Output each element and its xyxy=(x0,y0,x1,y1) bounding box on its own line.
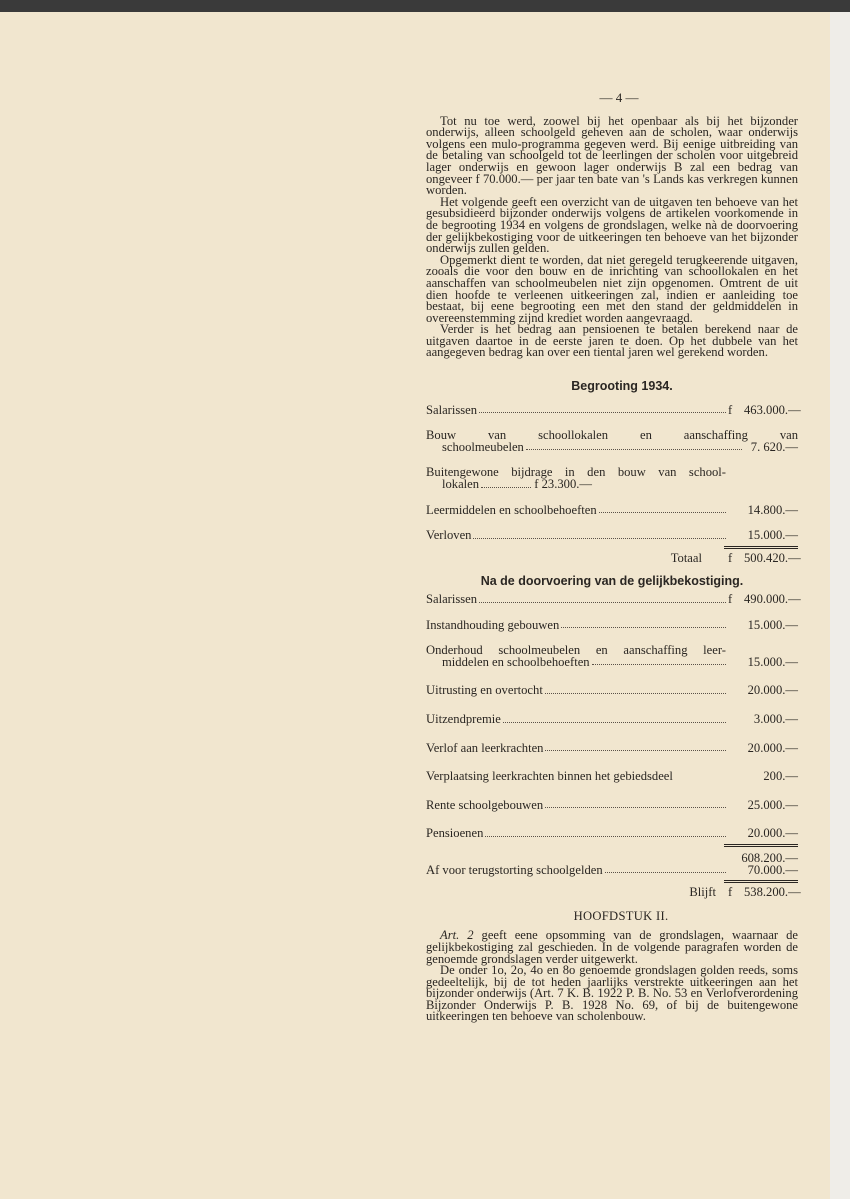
row-line2 xyxy=(426,654,798,669)
row-amount: 14.800.— xyxy=(747,502,798,517)
row-label: Instandhouding gebouwen xyxy=(426,617,560,632)
budget-row xyxy=(426,828,798,840)
budget-row-onderhoud xyxy=(426,645,798,668)
leader-dots xyxy=(545,807,726,808)
leader-dots xyxy=(599,512,726,513)
paragraph: De onder 1o, 2o, 4o en 8o genoemde grondslagen golden reeds, soms gedeeltelijk, bij de tot heden jaarlijks verstrekte uitkeeringen aan het bijzonder onderwijs (Art. 7 K. B. 1922 P. B. No. 53 en Verlofverordening Bijzonder Onderwijs P. B. 1928 No. 69, of bij de buitengewone uitkeeringen ten behoeve van scholenbouw. xyxy=(426,963,798,1024)
section-heading-begrooting: Begrooting 1934. xyxy=(571,379,673,394)
row-label: Leermiddelen en schoolbehoeften xyxy=(426,502,597,517)
budget-row xyxy=(426,685,798,697)
leader-dots xyxy=(473,538,726,539)
leader-dots xyxy=(503,722,726,723)
row-line2 xyxy=(426,479,592,491)
leader-dots xyxy=(526,449,742,450)
paragraph: Opgemerkt dient te worden, dat niet geregeld terugkeerende uitgaven, zooals die voor den bouw en de inrichting van schoollokalen en het aanschaffen van schoolmeubelen niet zijn opgenomen. Omtrent de uit dien hoofde te verleenen uitkeeringen zal, indien er aanleiding toe bestaat, bij eene begrooting een met den stand der geldmiddelen in overeenstemming zijnd krediet worden aangevraagd. xyxy=(426,252,798,325)
row-label-line1: Buitengewone bijdrage in den bouw van school- xyxy=(426,465,726,480)
chapter-heading: HOOFDSTUK II. xyxy=(573,908,669,923)
currency-symbol: f xyxy=(728,402,733,417)
budget-row-leermiddelen xyxy=(426,502,798,517)
leader-dots xyxy=(485,836,726,837)
section-heading-gelijkbekostiging: Na de doorvoering van de gelijkbekostiging. xyxy=(480,574,744,589)
budget-row-terugstorting xyxy=(426,862,798,877)
row-label: Verplaatsing leerkrachten binnen het gebiedsdeel xyxy=(426,769,673,784)
text-column xyxy=(426,90,801,1024)
currency-symbol: f xyxy=(728,885,733,900)
currency-symbol: f xyxy=(728,550,733,565)
row-amount: 3.000.— xyxy=(753,711,798,726)
total-label: Blijft xyxy=(689,885,716,900)
leader-dots xyxy=(479,412,726,413)
row-label: Salarissen xyxy=(426,592,478,606)
paragraph: Tot nu toe werd, zoowel bij het openbaar als bij het bijzonder onderwijs, alleen schoolgeld geheven aan de scholen, waar onderwijs volgens een mulo-programma gegeven werd. Bij eenige uitbreiding van de betaling van schoolgeld tot de leerlingen der scholen voor uitgebreid lager onderwijs en gewoon lager onderwijs B zal een bedrag van ongeveer f 70.000.— per jaar ten bate van 's Lands kas verkregen kunnen worden. xyxy=(426,113,798,198)
budget-row xyxy=(426,797,798,812)
row-amount: 20.000.— xyxy=(747,826,798,841)
currency-symbol: f xyxy=(728,592,733,606)
budget-row-buitengewone xyxy=(426,467,798,490)
paragraph: Verder is het bedrag aan pensioenen te betalen berekend naar de uitgaven daartoe in de eerste jaren te doen. Op het dubbele van het aangegeven bedrag kan over een tiental jaren wel gerekend worden. xyxy=(426,322,798,360)
total-amount: 538.200.— xyxy=(744,885,801,900)
row-label: Rente schoolgebouwen xyxy=(426,797,544,812)
budget-row xyxy=(426,617,798,632)
total-amount: 500.420.— xyxy=(744,550,801,565)
row-amount: 15.000.— xyxy=(747,617,798,632)
leader-dots xyxy=(545,693,726,694)
budget-row xyxy=(426,711,798,726)
budget-row-salarissen xyxy=(426,402,801,417)
page-number: — 4 — xyxy=(599,90,639,105)
budget-row xyxy=(426,771,798,783)
budget-row xyxy=(426,592,801,606)
row-label: Uitrusting en overtocht xyxy=(426,683,543,698)
article-text: geeft eene opsomming van de grondslagen, waarnaar de gelijkbekostiging zal geschieden. In de volgende paragrafen worden de genoemde grondslagen verder uitgewerkt. xyxy=(426,928,799,966)
scan-background xyxy=(830,12,850,1199)
sum-rule xyxy=(724,844,798,847)
row-label-line2: middelen en schoolbehoeften xyxy=(442,654,590,669)
budget-row-totaal xyxy=(426,550,801,565)
budget-row xyxy=(426,740,798,755)
row-label-line1: Bouw van schoollokalen en aanschaffing van xyxy=(426,428,798,443)
row-amount: 20.000.— xyxy=(747,740,798,755)
leader-dots xyxy=(479,602,726,603)
sum-rule xyxy=(724,880,798,883)
row-amount: 25.000.— xyxy=(747,797,798,812)
leader-dots xyxy=(592,664,726,665)
paragraph: Het volgende geeft een overzicht van de uitgaven ten behoeve van het gesubsidieerd bijzonder onderwijs volgens de artikelen voorkomende in de begrooting 1934 en volgens de grondslagen, welke nà de doorvoering der gelijkbekostiging voor de uitkeeringen ten behoeve van het bijzonder onderwijs zullen gelden. xyxy=(426,194,798,256)
row-amount: 7. 620.— xyxy=(750,439,798,454)
row-label-line1: Onderhoud schoolmeubelen en aanschaffing leer- xyxy=(426,643,726,658)
total-label: Totaal xyxy=(670,550,702,565)
row-amount: 490.000.— xyxy=(744,592,801,606)
sum-rule xyxy=(724,546,798,549)
row-label-line2: lokalen xyxy=(442,477,480,492)
row-amount: 463.000.— xyxy=(744,402,801,417)
row-label: Salarissen xyxy=(426,402,478,417)
leader-dots xyxy=(545,750,726,751)
leader-dots xyxy=(561,627,726,628)
row-amount: 15.000.— xyxy=(747,654,798,669)
row-label-line2: schoolmeubelen xyxy=(442,439,524,454)
row-amount: 70.000.— xyxy=(747,862,798,877)
row-line2 xyxy=(426,439,798,454)
leader-dots xyxy=(605,872,726,873)
row-amount: f 23.300.— xyxy=(534,477,592,492)
article-ref: Art. 2 xyxy=(440,928,474,943)
row-label: Verlof aan leerkrachten xyxy=(426,740,544,755)
row-amount: 20.000.— xyxy=(747,683,798,698)
budget-row-bouw xyxy=(426,430,798,453)
leader-dots xyxy=(481,487,531,488)
paragraph-art2 xyxy=(426,930,798,965)
row-label: Pensioenen xyxy=(426,826,484,841)
row-label: Af voor terugstorting schoolgelden xyxy=(426,862,603,877)
budget-row-verloven xyxy=(426,530,798,542)
subtotal-amount: 608.200.— xyxy=(741,850,798,865)
budget-row-blijft xyxy=(426,885,801,900)
row-amount: 15.000.— xyxy=(747,528,798,543)
row-label: Verloven xyxy=(426,528,472,543)
row-label: Uitzendpremie xyxy=(426,711,501,726)
row-amount: 200.— xyxy=(763,769,798,784)
